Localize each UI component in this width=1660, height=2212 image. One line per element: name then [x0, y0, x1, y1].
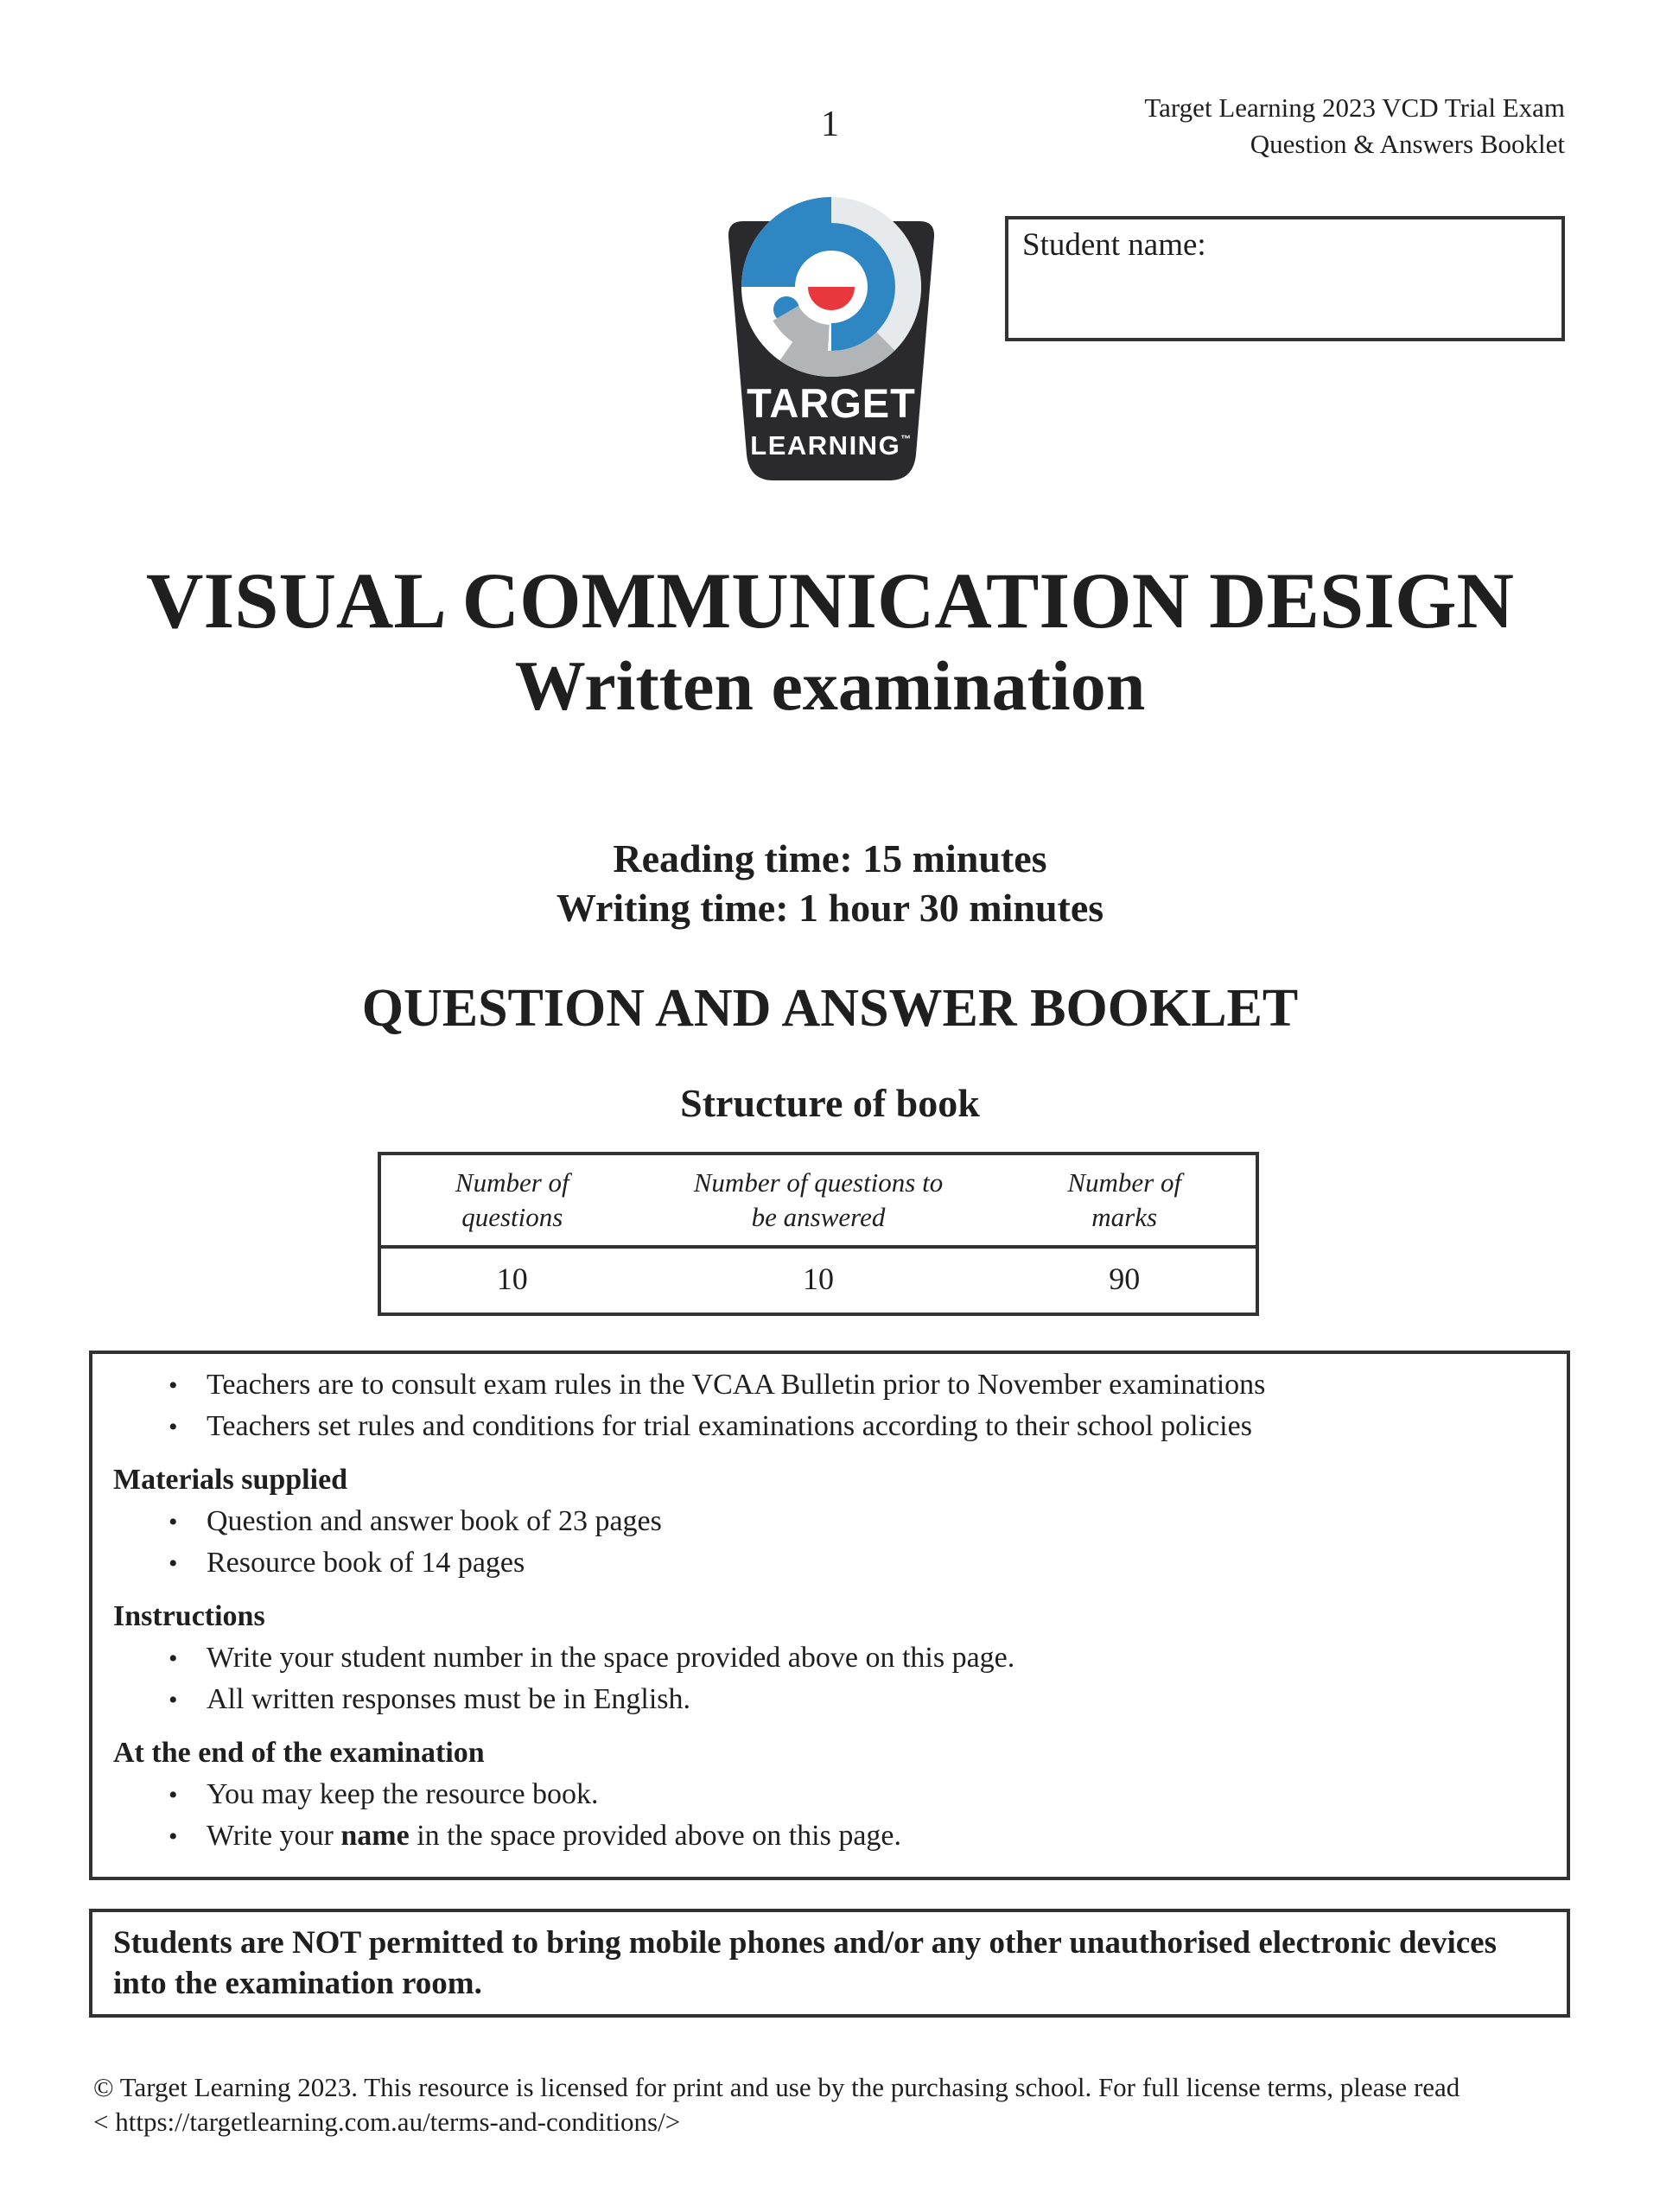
header-cell-line: Number of: [455, 1167, 569, 1198]
col-header-number-of-questions: [381, 1166, 644, 1235]
rich-bullet-before: Write your: [207, 1820, 341, 1852]
structure-table: [378, 1152, 1259, 1316]
materials-supplied-heading: Materials supplied: [113, 1464, 348, 1496]
header-line-1: Target Learning 2023 VCD Trial Exam: [1144, 92, 1565, 123]
student-name-label: Student name:: [1022, 227, 1206, 263]
list-item: • Question and answer book of 23 pages: [113, 1506, 1546, 1537]
structure-table-data-row: [381, 1249, 1256, 1313]
list-item: • Write your student number in the space provided above on this page.: [113, 1643, 1546, 1674]
value-number-of-marks: 90: [1109, 1262, 1141, 1296]
list-item: • Resource book of 14 pages: [113, 1548, 1546, 1579]
logo-graphic: [726, 195, 937, 484]
copyright-footer: [93, 2070, 1567, 2139]
rich-bullet-after: in the space provided above on this page.: [409, 1820, 902, 1852]
terms-url-line: < https://targetlearning.com.au/terms-and-conditions/>: [93, 2107, 681, 2137]
value-questions-to-answer: 10: [802, 1262, 834, 1296]
logo-word-target: TARGET: [747, 380, 916, 426]
end-of-exam-list: [113, 1779, 1546, 1852]
structure-table-header-row: [381, 1155, 1256, 1249]
header-cell-line: Number of: [1067, 1167, 1182, 1198]
header-booklet-info: [1144, 90, 1565, 162]
col-header-questions-to-answer: [644, 1166, 994, 1235]
col-header-number-of-marks: [993, 1166, 1256, 1235]
reading-time: Reading time: 15 minutes: [613, 836, 1047, 880]
list-item: • Teachers set rules and conditions for trial examinations according to their school policies: [113, 1411, 1546, 1442]
writing-time: Writing time: 1 hour 30 minutes: [556, 886, 1104, 930]
exam-times: [0, 834, 1660, 932]
end-of-exam-heading: At the end of the examination: [113, 1737, 485, 1769]
exam-instructions-box: [89, 1351, 1570, 1880]
header-cell-line: be answered: [751, 1202, 886, 1232]
booklet-heading: QUESTION AND ANSWER BOOKLET: [361, 979, 1299, 1038]
header-cell-line: marks: [1091, 1202, 1158, 1232]
rich-bullet-bold-word: name: [340, 1820, 410, 1852]
no-phones-notice-box: [89, 1909, 1570, 2018]
list-item: [113, 1821, 1546, 1852]
student-name-box: [1005, 216, 1565, 341]
logo-word-learning: LEARNING™: [750, 430, 913, 461]
list-item: • Teachers are to consult exam rules in the VCAA Bulletin prior to November examinations: [113, 1370, 1546, 1401]
exam-title: VISUAL COMMUNICATION DESIGN: [146, 556, 1514, 645]
copyright-line: © Target Learning 2023. This resource is licensed for print and use by the purchasing school. For full license terms, please read: [93, 2072, 1460, 2102]
list-item: • You may keep the resource book.: [113, 1779, 1546, 1810]
value-number-of-questions: 10: [496, 1262, 528, 1296]
header-line-2: Question & Answers Booklet: [1250, 129, 1565, 159]
instructions-list: [113, 1643, 1546, 1715]
list-item: • All written responses must be in English.: [113, 1684, 1546, 1715]
target-learning-logo: [726, 195, 937, 484]
general-rules-list: [113, 1370, 1546, 1442]
page-number: 1: [821, 105, 839, 144]
no-phones-notice-text: Students are NOT permitted to bring mobile phones and/or any other unauthorised electronic devices into the examination room.: [113, 1925, 1497, 2001]
header-cell-line: Number of questions to: [693, 1167, 944, 1198]
exam-subtitle: Written examination: [514, 646, 1146, 725]
instructions-heading: Instructions: [113, 1600, 265, 1632]
structure-of-book-heading: Structure of book: [680, 1081, 980, 1125]
header-cell-line: questions: [461, 1202, 563, 1232]
trademark-symbol: ™: [900, 433, 913, 445]
materials-supplied-list: [113, 1506, 1546, 1579]
